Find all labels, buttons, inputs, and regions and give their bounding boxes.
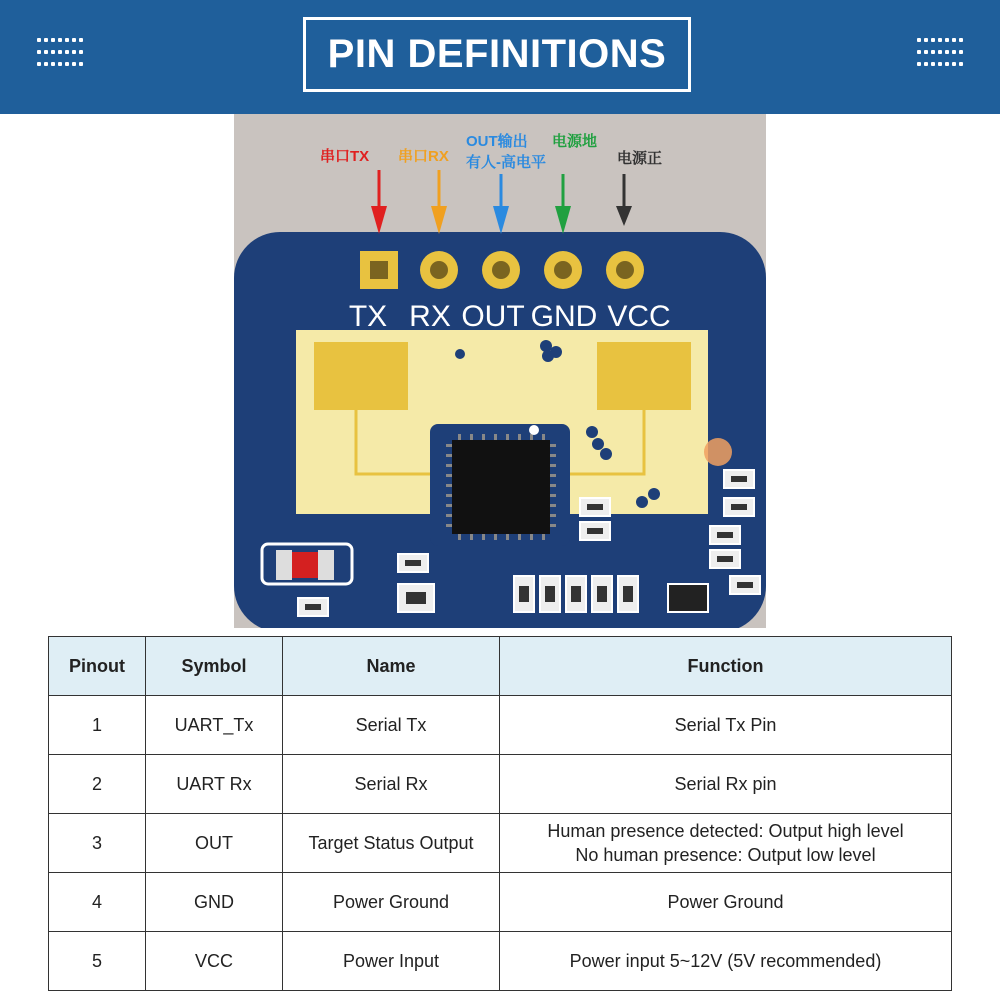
header-symbol: Symbol — [146, 637, 283, 696]
arrow-rx — [431, 170, 447, 234]
cell-name: Power Ground — [283, 873, 500, 932]
header-function: Function — [500, 637, 952, 696]
table-header-row — [49, 637, 952, 696]
cell-function — [500, 873, 952, 932]
function-line: Power input 5~12V (5V recommended) — [569, 951, 882, 971]
arrow-tx — [371, 170, 387, 234]
dot-grid-decoration-right — [917, 38, 965, 72]
led-indicator — [290, 552, 320, 578]
arrow-vcc — [616, 174, 632, 226]
header-pinout: Pinout — [49, 637, 146, 696]
cell-symbol: UART Rx — [146, 755, 283, 814]
cell-function — [500, 696, 952, 755]
header-name: Name — [283, 637, 500, 696]
annotation-out: OUT输出 — [466, 133, 528, 150]
dot-grid-decoration-left — [37, 38, 85, 72]
cell-name: Serial Tx — [283, 696, 500, 755]
page-title: PIN DEFINITIONS — [303, 17, 691, 92]
function-line: Human presence detected: Output high level — [547, 821, 904, 841]
antenna-pad-left — [314, 342, 408, 410]
cell-symbol: UART_Tx — [146, 696, 283, 755]
pcb-board-illustration — [234, 114, 766, 628]
cell-pinout: 4 — [49, 873, 146, 932]
cell-function — [500, 755, 952, 814]
cell-name: Target Status Output — [283, 814, 500, 873]
arrow-out — [493, 174, 509, 234]
annotation-out-high: 有人-高电平 — [466, 154, 546, 171]
function-line: Power Ground — [667, 892, 784, 912]
cell-name: Power Input — [283, 932, 500, 991]
table-row — [49, 814, 952, 873]
cell-function — [500, 814, 952, 873]
pin-definition-table — [48, 636, 952, 991]
annotation-uart-rx: 串口RX — [398, 148, 449, 165]
pin-label-rx: RX — [409, 300, 451, 333]
arrow-gnd — [555, 174, 571, 234]
cell-symbol: GND — [146, 873, 283, 932]
cell-symbol: OUT — [146, 814, 283, 873]
table-row — [49, 873, 952, 932]
pin-label-out: OUT — [461, 300, 525, 333]
function-line: No human presence: Output low level — [575, 845, 876, 865]
function-line: Serial Tx Pin — [674, 715, 777, 735]
antenna-pad-right — [597, 342, 691, 410]
cell-pinout: 3 — [49, 814, 146, 873]
diode — [668, 584, 708, 612]
cell-pinout: 5 — [49, 932, 146, 991]
annotation-uart-tx: 串口TX — [320, 148, 370, 165]
mcu-chip — [452, 440, 550, 534]
pin-label-vcc: VCC — [607, 300, 671, 333]
function-line: Serial Rx pin — [674, 774, 777, 794]
annotation-vcc: 电源正 — [617, 150, 663, 167]
table-row — [49, 696, 952, 755]
pin-label-gnd: GND — [530, 300, 598, 333]
cell-function — [500, 932, 952, 991]
cell-name: Serial Rx — [283, 755, 500, 814]
cell-pinout: 1 — [49, 696, 146, 755]
table-row — [49, 755, 952, 814]
cell-pinout: 2 — [49, 755, 146, 814]
annotation-gnd: 电源地 — [552, 133, 598, 150]
header-banner — [0, 0, 1000, 114]
module-diagram — [234, 114, 766, 628]
pin-label-tx: TX — [348, 300, 388, 333]
table-row — [49, 932, 952, 991]
cell-symbol: VCC — [146, 932, 283, 991]
